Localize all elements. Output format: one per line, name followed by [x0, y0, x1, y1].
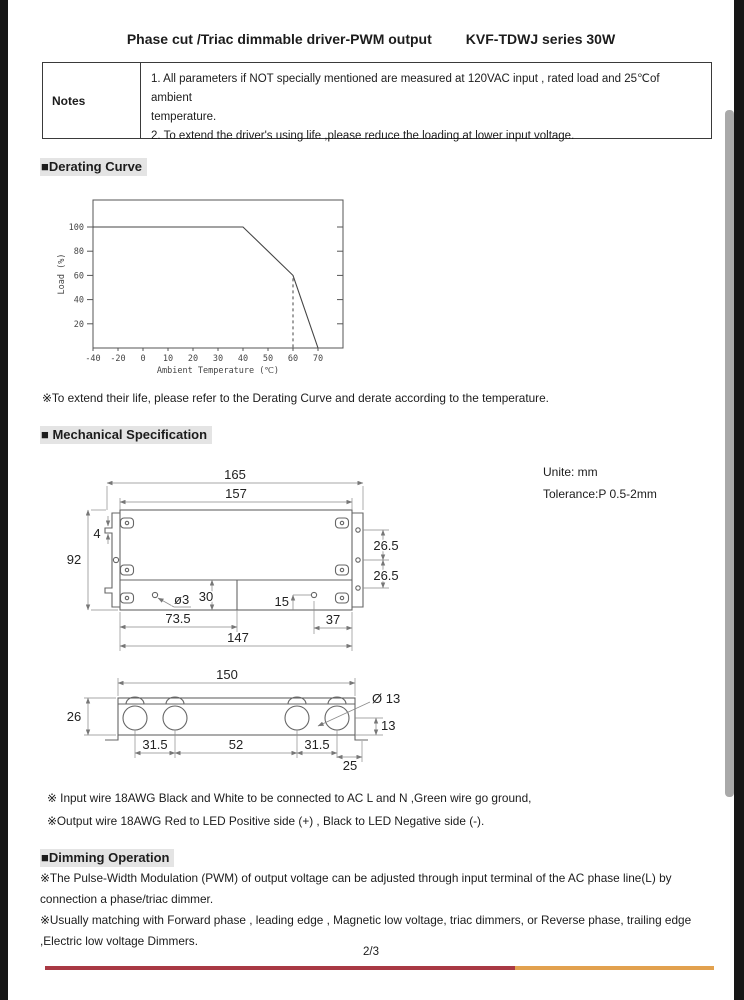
page-edge-left — [0, 0, 8, 1000]
dim-gland-dia-13: Ø 13 — [372, 691, 401, 706]
dim-52: 52 — [228, 737, 244, 752]
svg-text:60: 60 — [73, 271, 84, 282]
svg-text:100: 100 — [68, 223, 84, 233]
note-line: temperature. — [151, 111, 217, 123]
footer-rule-right — [515, 966, 714, 970]
page-edge-right — [734, 0, 744, 1000]
page-title-product: Phase cut /Triac dimmable driver-PWM output — [126, 31, 432, 47]
mechanical-drawing — [50, 460, 450, 780]
svg-text:-20: -20 — [110, 354, 126, 364]
svg-text:40: 40 — [237, 354, 249, 364]
tolerance-note: Tolerance:P 0.5-2mm — [543, 487, 657, 501]
svg-text:30: 30 — [212, 354, 224, 364]
dimming-paragraph: ※Usually matching with Forward phase , leading edge , Magnetic low voltage, triac dimmers, or Reverse phase, trailing edge ,Electric low voltage Dimmers. — [40, 913, 692, 948]
dim-15: 15 — [274, 594, 289, 609]
top-view-dimensions — [67, 467, 399, 651]
heading-dimming-operation: ■Dimming Operation — [40, 849, 174, 867]
svg-text:40: 40 — [73, 295, 84, 306]
svg-text:-40: -40 — [85, 354, 101, 364]
notes-table-body — [141, 63, 711, 142]
svg-text:50: 50 — [262, 354, 274, 364]
svg-text:0: 0 — [140, 354, 146, 364]
dim-hole-dia-3: ø3 — [174, 592, 190, 607]
footer-rule-left — [45, 966, 515, 970]
dim-13: 13 — [381, 718, 396, 733]
scrollbar-thumb[interactable] — [725, 110, 734, 797]
dim-31-5-right: 31.5 — [304, 737, 330, 752]
wire-note-output: ※Output wire 18AWG Red to LED Positive side (+) , Black to LED Negative side (-). — [47, 814, 485, 828]
page-number: 2/3 — [363, 946, 379, 958]
dim-73-5: 73.5 — [165, 611, 191, 626]
dim-31-5-left: 31.5 — [142, 737, 168, 752]
svg-text:Load (%): Load (%) — [57, 253, 67, 295]
dimming-paragraph: ※The Pulse-Width Modulation (PWM) of output voltage can be adjusted through input terminal of the AC phase line(L) by connection a phase/triac dimmer. — [40, 871, 672, 906]
wire-note-input: ※ Input wire 18AWG Black and White to be connected to AC L and N ,Green wire go ground, — [47, 791, 532, 805]
svg-text:60: 60 — [287, 354, 299, 364]
dim-30: 30 — [198, 589, 214, 604]
svg-text:80: 80 — [73, 247, 84, 258]
dim-25: 25 — [342, 758, 358, 773]
notes-table-header: Notes — [43, 63, 141, 138]
note-line: 2. To extend the driver's using life ,please reduce the loading at lower input voltage. — [151, 130, 575, 142]
page-title-series: KVF-TDWJ series 30W — [465, 31, 616, 47]
dim-157: 157 — [225, 486, 247, 501]
svg-text:20: 20 — [73, 319, 84, 330]
svg-text:20: 20 — [187, 354, 199, 364]
heading-derating-curve: ■Derating Curve — [40, 158, 147, 176]
side-view-dimensions — [67, 667, 400, 773]
dim-4: 4 — [93, 526, 101, 541]
derating-note: ※To extend their life, please refer to the Derating Curve and derate according to the temperature. — [42, 391, 549, 405]
dim-92: 92 — [66, 552, 82, 567]
dim-26: 26 — [66, 709, 82, 724]
side-view-outline — [105, 697, 368, 740]
svg-text:Ambient Temperature (℃): Ambient Temperature (℃) — [156, 366, 280, 376]
derating-chart — [50, 185, 370, 380]
svg-text:70: 70 — [312, 354, 324, 364]
dim-26-5-upper: 26.5 — [373, 538, 399, 553]
page-title — [8, 31, 734, 47]
dim-165: 165 — [224, 467, 246, 482]
heading-mechanical-specification: ■ Mechanical Specification — [40, 426, 212, 444]
unit-note: Unite: mm — [543, 465, 598, 479]
note-line: 1. All parameters if NOT specially mentioned are measured at 120VAC input , rated load and 25℃of ambient — [151, 73, 660, 104]
notes-table — [42, 62, 712, 142]
wire-notes — [47, 787, 531, 833]
dim-26-5-lower: 26.5 — [373, 568, 399, 583]
dim-37: 37 — [325, 612, 341, 627]
svg-text:10: 10 — [162, 354, 174, 364]
dim-147: 147 — [227, 630, 249, 645]
dim-150: 150 — [216, 667, 238, 682]
top-view-outline — [105, 510, 363, 610]
dimming-paragraphs — [40, 868, 708, 952]
